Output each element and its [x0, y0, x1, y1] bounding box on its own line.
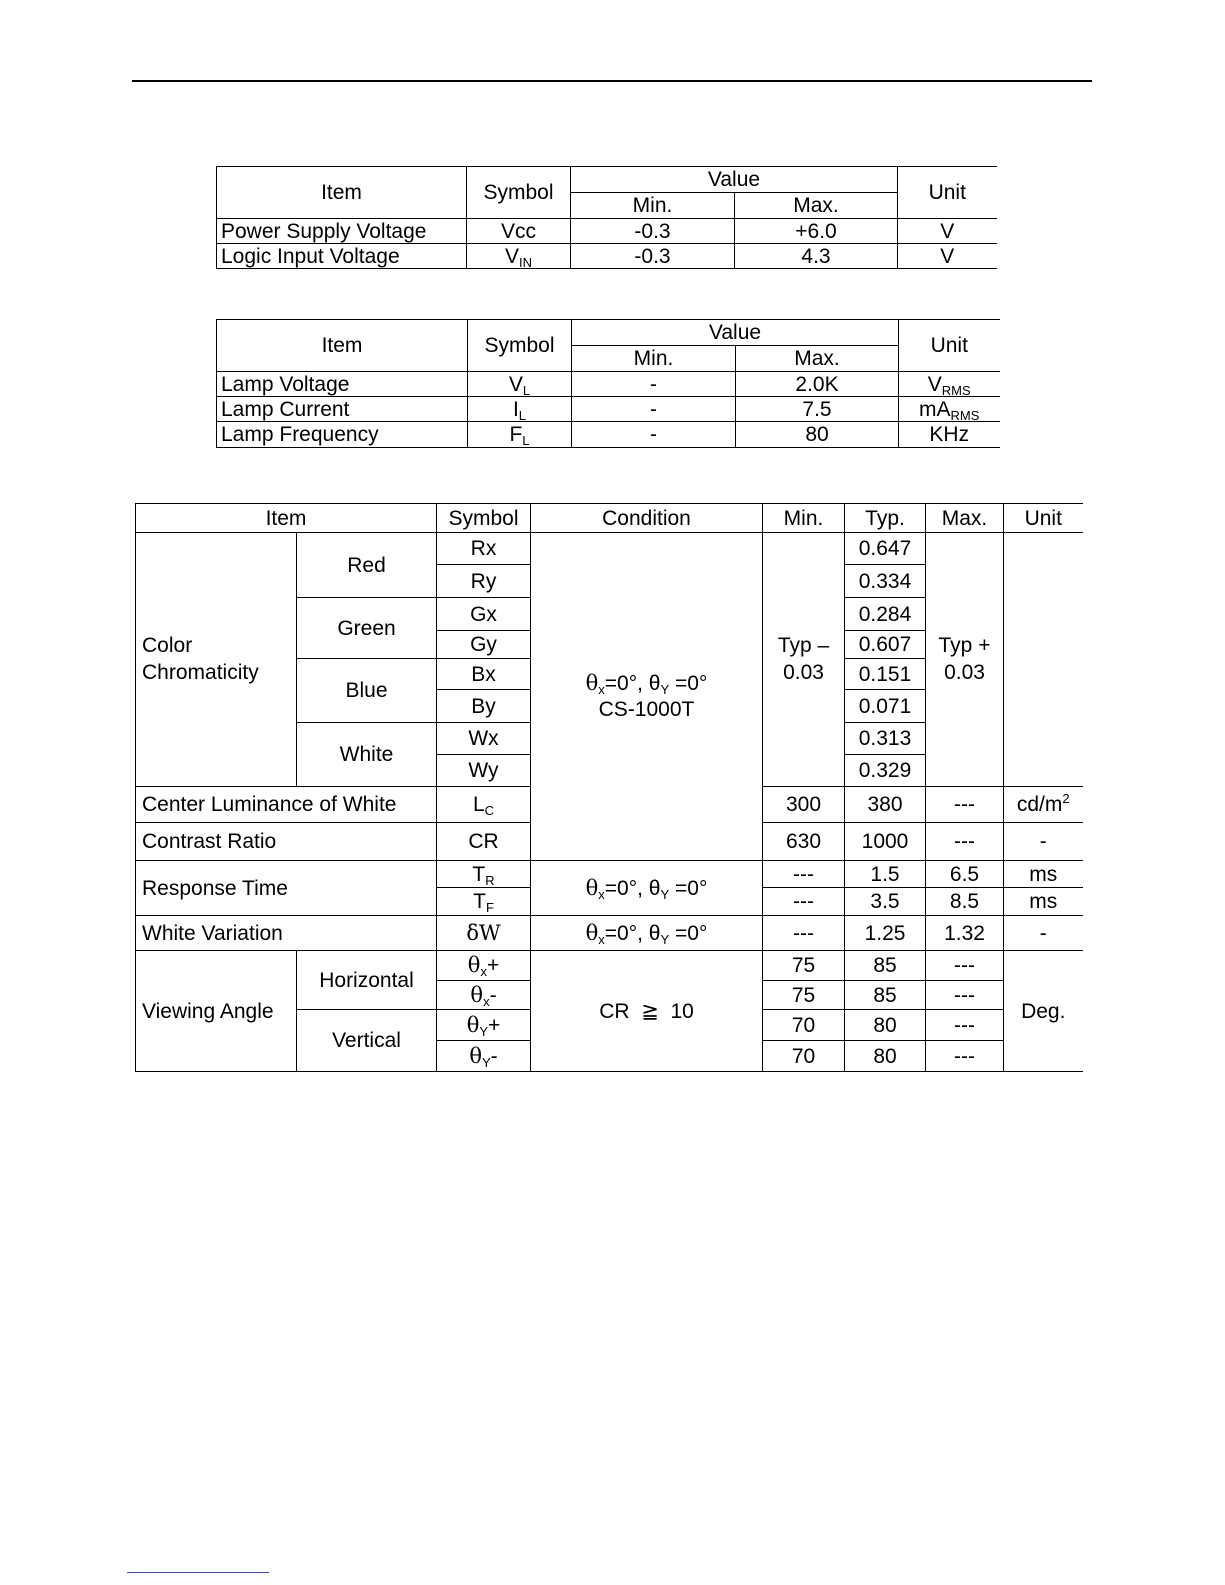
symbol-sub: C — [484, 802, 495, 818]
symbol-wy: Wy — [437, 755, 531, 787]
row-min: -0.3 — [571, 219, 735, 244]
symbol-rx: Rx — [437, 533, 531, 565]
symbol-main: V — [504, 244, 519, 268]
absolute-ratings-table — [216, 166, 997, 269]
response-tr-symbol — [437, 861, 531, 888]
row-symbol — [468, 372, 572, 397]
symbol-sub: R — [485, 872, 495, 888]
color-red: Red — [297, 533, 437, 598]
contrast-typ: 1000 — [845, 823, 926, 861]
cond-part2: =0°, θ — [604, 671, 661, 695]
contrast-item: Contrast Ratio — [136, 823, 437, 861]
typ-ry: 0.334 — [845, 565, 926, 598]
viewing-symbol — [437, 1010, 531, 1041]
header-min: Min. — [763, 504, 845, 533]
luminance-item: Center Luminance of White — [136, 787, 437, 823]
cond-sub-x: x — [598, 886, 605, 902]
viewing-min: 75 — [763, 981, 845, 1010]
header-symbol: Symbol — [467, 167, 571, 219]
symbol-sub: Y — [479, 1023, 489, 1039]
row-max: 80 — [736, 422, 899, 448]
row-unit — [899, 372, 1000, 397]
viewing-min: 75 — [763, 951, 845, 981]
viewing-min: 70 — [763, 1041, 845, 1072]
row-symbol: Vcc — [467, 219, 571, 244]
viewing-unit: Deg. — [1004, 951, 1083, 1072]
color-blue: Blue — [297, 659, 437, 723]
theta-symbol: θ — [585, 875, 599, 900]
condition-cs1000t — [531, 533, 763, 861]
cond-part3: =0° — [669, 671, 708, 695]
header-min: Min. — [572, 346, 736, 372]
response-tf-symbol — [437, 888, 531, 916]
viewing-max: --- — [926, 981, 1004, 1010]
header-typ: Typ. — [845, 504, 926, 533]
viewing-typ: 85 — [845, 981, 926, 1010]
row-max: +6.0 — [735, 219, 898, 244]
response-tr-min: --- — [763, 861, 845, 888]
typ-bx: 0.151 — [845, 659, 926, 690]
header-unit: Unit — [1004, 504, 1083, 533]
color-white: White — [297, 723, 437, 787]
luminance-typ: 380 — [845, 787, 926, 823]
header-item: Item — [136, 504, 437, 533]
viewing-typ: 80 — [845, 1041, 926, 1072]
row-item: Lamp Current — [217, 397, 468, 422]
row-max: 2.0K — [736, 372, 899, 397]
symbol-main: F — [509, 423, 523, 446]
viewing-min: 70 — [763, 1010, 845, 1041]
viewing-symbol — [437, 1041, 531, 1072]
viewing-max: --- — [926, 1010, 1004, 1041]
white-variation-min: --- — [763, 916, 845, 951]
header-symbol: Symbol — [468, 320, 572, 372]
viewing-condition: CR ≧ 10 — [531, 951, 763, 1072]
row-item: Power Supply Voltage — [217, 219, 467, 244]
luminance-max: --- — [926, 787, 1004, 823]
unit-sub: RMS — [941, 382, 971, 397]
response-tr-unit: ms — [1004, 861, 1083, 888]
header-min: Min. — [571, 193, 735, 219]
theta-symbol: θ — [585, 670, 599, 695]
luminance-min: 300 — [763, 787, 845, 823]
row-min: -0.3 — [571, 244, 735, 269]
typ-wy: 0.329 — [845, 755, 926, 787]
symbol-by: By — [437, 690, 531, 723]
viewing-horizontal: Horizontal — [297, 951, 437, 1010]
symbol-sub: F — [485, 899, 494, 915]
cond-sub-y: Y — [660, 681, 670, 697]
symbol-suffix: + — [488, 1013, 501, 1037]
row-unit: V — [898, 219, 997, 244]
row-symbol — [468, 422, 572, 448]
color-chromaticity-label — [136, 533, 297, 787]
symbol-suffix: + — [486, 954, 500, 977]
typ-gy: 0.607 — [845, 631, 926, 659]
header-max: Max. — [926, 504, 1004, 533]
header-symbol: Symbol — [437, 504, 531, 533]
color-chromaticity-line1: Color — [142, 634, 193, 658]
theta-symbol: θ — [466, 1012, 480, 1037]
symbol-sub: L — [522, 382, 531, 397]
color-green: Green — [297, 598, 437, 659]
viewing-angle-item: Viewing Angle — [136, 951, 297, 1072]
symbol-wx: Wx — [437, 723, 531, 755]
symbol-main: T — [472, 862, 486, 886]
chromaticity-min — [763, 533, 845, 787]
white-variation-symbol: δW — [437, 916, 531, 951]
lamp-ratings-table — [216, 319, 1000, 448]
white-variation-item: White Variation — [136, 916, 437, 951]
response-tf-min: --- — [763, 888, 845, 916]
white-variation-unit: - — [1004, 916, 1083, 951]
typ-rx: 0.647 — [845, 533, 926, 565]
row-min: - — [572, 422, 736, 448]
header-unit: Unit — [898, 167, 997, 219]
response-item: Response Time — [136, 861, 437, 916]
viewing-symbol — [437, 951, 531, 981]
response-tf-typ: 3.5 — [845, 888, 926, 916]
contrast-symbol: CR — [437, 823, 531, 861]
row-item: Lamp Voltage — [217, 372, 468, 397]
chromaticity-max — [926, 533, 1004, 787]
response-tf-max: 8.5 — [926, 888, 1004, 916]
luminance-unit — [1004, 787, 1083, 823]
min-line2: 0.03 — [783, 660, 824, 684]
viewing-max: --- — [926, 951, 1004, 981]
max-line2: 0.03 — [944, 660, 985, 684]
unit-sup: 2 — [1062, 791, 1070, 807]
header-item: Item — [217, 320, 468, 372]
symbol-suffix: - — [489, 983, 497, 1007]
header-max: Max. — [735, 193, 898, 219]
theta-symbol: θ — [467, 953, 481, 977]
header-value: Value — [571, 167, 898, 193]
symbol-sub: x — [483, 993, 490, 1009]
response-tr-max: 6.5 — [926, 861, 1004, 888]
row-min: - — [572, 372, 736, 397]
footer-link-rule — [127, 1572, 269, 1573]
color-chromaticity-line2: Chromaticity — [142, 660, 259, 684]
row-item: Lamp Frequency — [217, 422, 468, 448]
response-tf-unit: ms — [1004, 888, 1083, 916]
viewing-symbol — [437, 981, 531, 1010]
header-item: Item — [217, 167, 467, 219]
row-unit — [899, 397, 1000, 422]
row-symbol — [467, 244, 571, 269]
cond-instrument: CS-1000T — [598, 698, 695, 721]
viewing-max: --- — [926, 1041, 1004, 1072]
cond-part2: =0°, θ — [604, 921, 661, 945]
contrast-max: --- — [926, 823, 1004, 861]
row-max: 7.5 — [736, 397, 899, 422]
cond-part2: =0°, θ — [604, 876, 661, 900]
symbol-sub: Y — [481, 1054, 491, 1070]
symbol-sub: x — [480, 963, 487, 979]
header-max: Max. — [736, 346, 899, 372]
symbol-gx: Gx — [437, 598, 531, 631]
white-variation-typ: 1.25 — [845, 916, 926, 951]
header-rule — [132, 80, 1092, 82]
unit-main: V — [927, 372, 942, 396]
symbol-gy: Gy — [437, 631, 531, 659]
max-line1: Typ + — [938, 634, 991, 658]
theta-symbol: θ — [469, 1043, 482, 1068]
symbol-main: T — [473, 890, 486, 913]
contrast-unit: - — [1004, 823, 1083, 861]
cond-sub-y: Y — [660, 931, 670, 947]
symbol-sub: IN — [518, 254, 533, 269]
contrast-min: 630 — [763, 823, 845, 861]
row-min: - — [572, 397, 736, 422]
cond-sub-y: Y — [660, 886, 670, 902]
unit-sub: RMS — [950, 407, 980, 422]
symbol-sub: L — [518, 407, 527, 422]
header-condition: Condition — [531, 504, 763, 533]
cond-part3: =0° — [669, 876, 708, 900]
response-tr-typ: 1.5 — [845, 861, 926, 888]
cond-part3: =0° — [669, 921, 708, 945]
viewing-typ: 80 — [845, 1010, 926, 1041]
typ-by: 0.071 — [845, 690, 926, 723]
theta-symbol: θ — [470, 982, 484, 1007]
symbol-sub: L — [522, 432, 530, 448]
row-item: Logic Input Voltage — [217, 244, 467, 269]
luminance-symbol — [437, 787, 531, 823]
unit-main: mA — [919, 397, 951, 421]
min-line1: Typ – — [777, 634, 830, 658]
symbol-ry: Ry — [437, 565, 531, 598]
optical-characteristics-table — [135, 503, 1083, 1072]
symbol-main: V — [508, 372, 523, 396]
symbol-bx: Bx — [437, 659, 531, 690]
row-unit: V — [898, 244, 997, 269]
white-variation-condition — [531, 916, 763, 951]
viewing-typ: 85 — [845, 951, 926, 981]
row-symbol — [468, 397, 572, 422]
header-value: Value — [572, 320, 899, 346]
typ-wx: 0.313 — [845, 723, 926, 755]
unit-main: cd/m — [1016, 793, 1063, 816]
cond-sub-x: x — [598, 931, 605, 947]
theta-symbol: θ — [585, 920, 599, 945]
chromaticity-unit — [1004, 533, 1083, 787]
symbol-suffix: - — [490, 1044, 498, 1068]
row-unit: KHz — [899, 422, 1000, 448]
symbol-main: I — [512, 397, 519, 421]
cond-sub-x: x — [598, 681, 605, 697]
row-max: 4.3 — [735, 244, 898, 269]
header-unit: Unit — [899, 320, 1000, 372]
white-variation-max: 1.32 — [926, 916, 1004, 951]
viewing-vertical: Vertical — [297, 1010, 437, 1072]
symbol-main: L — [472, 793, 485, 816]
response-condition — [531, 861, 763, 916]
typ-gx: 0.284 — [845, 598, 926, 631]
